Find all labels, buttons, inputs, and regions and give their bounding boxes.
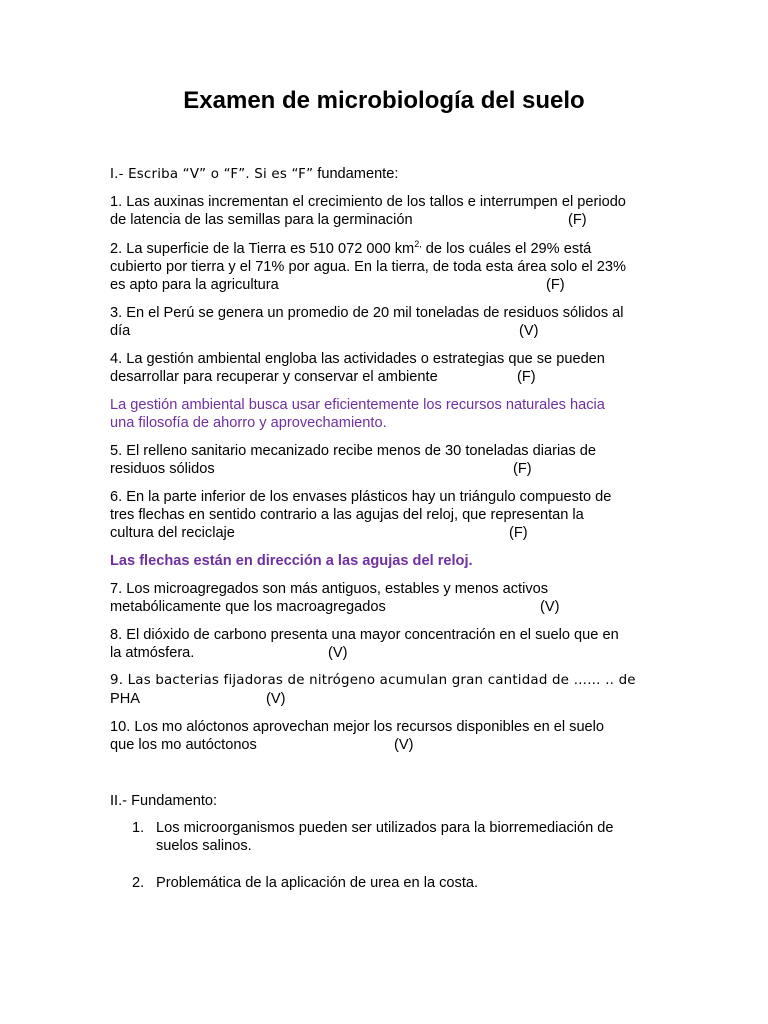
question-2-text-post: de los cuáles el 29% está [421,241,592,257]
list-item-number: 2. [132,875,145,891]
question-4-line-1: 4. La gestión ambiental engloba las actividades o estrategias que se pueden [110,351,605,367]
question-10-line-1: 10. Los mo alóctonos aprovechan mejor los recursos disponibles en el suelo [110,719,605,735]
question-8-line-2: la atmósfera. [110,645,195,661]
list-item-line-1: Problemática de la aplicación de urea en la costa. [156,875,479,891]
question-10-line-2: que los mo autóctonos [110,737,257,753]
question-4-correction-line-1: La gestión ambiental busca usar eficientemente los recursos naturales hacia [110,397,605,413]
section-1-heading-instructions: I.- Escriba “V” o “F”. Si es “F” [110,167,314,182]
question-2-line-2: cubierto por tierra y el 71% por agua. En la tierra, de toda esta área solo el 23% [110,259,626,275]
question-9-answer: (V) [266,691,286,707]
question-2-superscript: 2, [414,239,422,249]
list-item-number: 1. [132,820,145,836]
question-2-line-3: es apto para la agricultura [110,277,279,293]
question-1-line-2: de latencia de las semillas para la germinación [110,212,413,228]
question-2-text-pre: 2. La superficie de la Tierra es 510 072 000 km [110,241,415,257]
question-3-line-2: día [110,323,131,339]
question-4-line-2: desarrollar para recuperar y conservar el ambiente [110,369,438,385]
page-title: Examen de microbiología del suelo [183,87,585,114]
question-2-line-1 [110,240,670,258]
question-6-answer: (F) [509,525,528,541]
list-item-line-2: suelos salinos. [156,838,252,854]
section-1-heading-suffix: fundamente: [313,166,399,182]
question-9-line-2: PHA [110,691,141,707]
question-6-line-3: cultura del reciclaje [110,525,235,541]
question-7-line-2: metabólicamente que los macroagregados [110,599,386,615]
section-2-heading: II.- Fundamento: [110,793,218,809]
question-1-answer: (F) [568,212,587,228]
question-3-answer: (V) [519,323,539,339]
question-3-line-1: 3. En el Perú se genera un promedio de 20 mil toneladas de residuos sólidos al [110,305,624,321]
question-5-line-1: 5. El relleno sanitario mecanizado recibe menos de 30 toneladas diarias de [110,443,596,459]
question-8-line-1: 8. El dióxido de carbono presenta una mayor concentración en el suelo que en [110,627,619,643]
question-5-answer: (F) [513,461,532,477]
question-5-line-2: residuos sólidos [110,461,215,477]
question-4-correction-line-2: una filosofía de ahorro y aprovechamiento. [110,415,387,431]
question-1-line-1: 1. Las auxinas incrementan el crecimiento de los tallos e interrumpen el periodo [110,194,626,210]
question-9-line-1: 9. Las bacterias fijadoras de nitrógeno acumulan gran cantidad de …… .. de [110,673,636,688]
section-1-heading [110,165,670,184]
list-item-line-1: Los microorganismos pueden ser utilizados para la biorremediación de [156,820,614,836]
question-8-answer: (V) [328,645,348,661]
question-6-line-2: tres flechas en sentido contrario a las agujas del reloj, que representan la [110,507,584,523]
question-2-answer: (F) [546,277,565,293]
question-4-answer: (F) [517,369,536,385]
question-6-correction: Las flechas están en dirección a las agujas del reloj. [110,553,473,569]
question-10-answer: (V) [394,737,414,753]
question-7-line-1: 7. Los microagregados son más antiguos, estables y menos activos [110,581,549,597]
question-6-line-1: 6. En la parte inferior de los envases plásticos hay un triángulo compuesto de [110,489,612,505]
question-7-answer: (V) [540,599,560,615]
